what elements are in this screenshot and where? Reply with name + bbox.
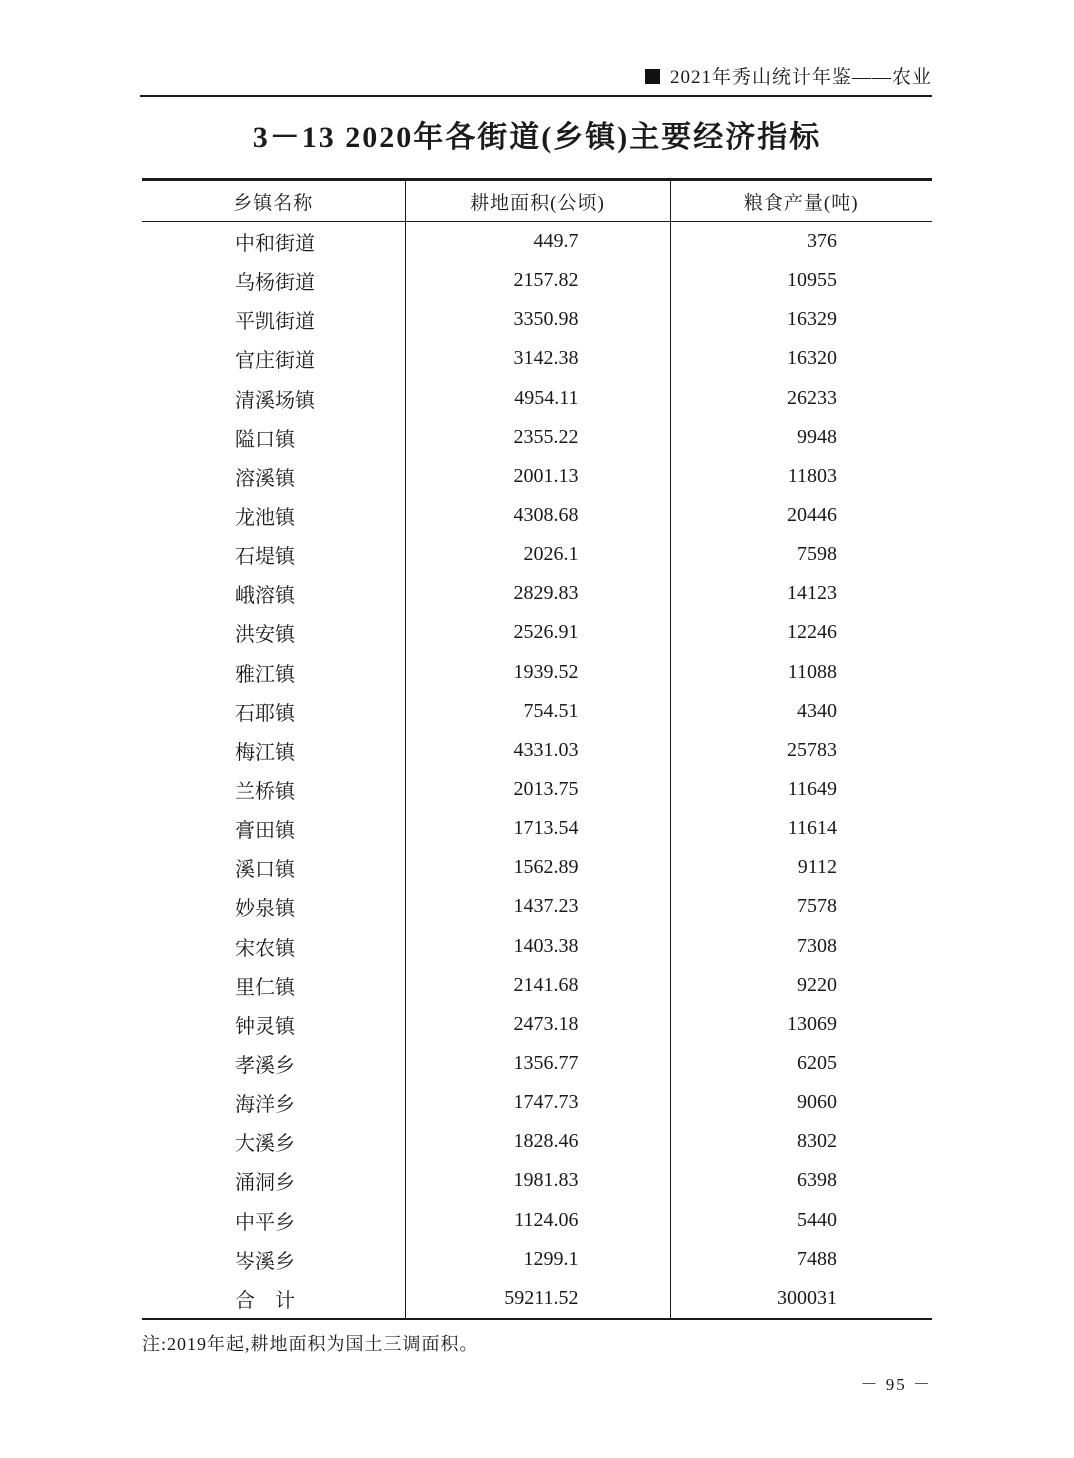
land-area-cell: 1828.46: [405, 1122, 670, 1161]
land-area-cell: 2141.68: [405, 966, 670, 1005]
table-row: [142, 848, 932, 887]
land-area-cell: 3142.38: [405, 339, 670, 378]
grain-output-cell: 14123: [787, 582, 837, 605]
grain-output-cell: 20446: [787, 504, 837, 527]
grain-output-cell: 9112: [797, 856, 837, 879]
table-row: [142, 339, 932, 378]
land-area-cell: 2001.13: [405, 457, 670, 496]
table-header: [142, 180, 932, 222]
township-name-cell: 溪口镇: [142, 848, 405, 887]
land-area-cell: 449.7: [405, 222, 670, 262]
black-square-icon: [645, 69, 660, 84]
page-header-text: 2021年秀山统计年鉴——农业: [669, 67, 932, 88]
table-row: [142, 535, 932, 574]
land-area-cell: 2013.75: [405, 770, 670, 809]
township-name-cell: 官庄街道: [142, 339, 405, 378]
grain-output-cell: 6205: [797, 1052, 837, 1075]
township-name-cell: 清溪场镇: [142, 379, 405, 418]
table-row: [142, 1122, 932, 1161]
table-row: [142, 300, 932, 339]
grain-output-cell: 9060: [797, 1091, 837, 1114]
grain-output-cell: 4340: [797, 699, 837, 722]
table-row: [142, 653, 932, 692]
land-area-cell: 59211.52: [405, 1279, 670, 1319]
township-name-cell: 洪安镇: [142, 613, 405, 652]
table-row: [142, 770, 932, 809]
land-area-cell: 4308.68: [405, 496, 670, 535]
table-row: [142, 1161, 932, 1200]
table-row: [142, 887, 932, 926]
grain-output-cell: 12246: [787, 621, 837, 644]
table-row: [142, 1044, 932, 1083]
grain-output-cell: 10955: [787, 269, 837, 292]
table-body: [142, 222, 932, 1319]
land-area-cell: 4954.11: [405, 379, 670, 418]
grain-output-cell: 376: [807, 230, 837, 253]
township-name-cell: 孝溪乡: [142, 1044, 405, 1083]
grain-output-cell: 300031: [777, 1286, 837, 1309]
grain-output-cell: 11088: [787, 660, 837, 683]
grain-output-cell: 7598: [797, 543, 837, 566]
grain-output-cell: 9220: [797, 973, 837, 996]
grain-output-cell: 7308: [797, 934, 837, 957]
table-row: [142, 1240, 932, 1279]
land-area-cell: 1562.89: [405, 848, 670, 887]
land-area-cell: 2157.82: [405, 261, 670, 300]
land-area-cell: 754.51: [405, 692, 670, 731]
table-row: [142, 496, 932, 535]
land-area-cell: 2829.83: [405, 574, 670, 613]
township-name-cell: 石耶镇: [142, 692, 405, 731]
land-area-cell: 1747.73: [405, 1083, 670, 1122]
grain-output-cell: 16329: [787, 308, 837, 331]
township-name-cell: 宋农镇: [142, 927, 405, 966]
township-name-cell: 隘口镇: [142, 418, 405, 457]
table-row: [142, 1005, 932, 1044]
table-row: [142, 379, 932, 418]
township-name-cell: 中平乡: [142, 1201, 405, 1240]
land-area-cell: 2526.91: [405, 613, 670, 652]
table-row: [142, 809, 932, 848]
township-name-cell: 兰桥镇: [142, 770, 405, 809]
township-name-cell: 溶溪镇: [142, 457, 405, 496]
township-name-cell: 合 计: [142, 1279, 405, 1319]
table-row: [142, 418, 932, 457]
township-name-cell: 妙泉镇: [142, 887, 405, 926]
township-name-cell: 乌杨街道: [142, 261, 405, 300]
township-name-cell: 涌洞乡: [142, 1161, 405, 1200]
grain-output-cell: 9948: [797, 425, 837, 448]
table-row: [142, 457, 932, 496]
township-name-cell: 龙池镇: [142, 496, 405, 535]
grain-output-cell: 11614: [787, 817, 837, 840]
grain-output-cell: 7488: [797, 1247, 837, 1270]
land-area-cell: 1713.54: [405, 809, 670, 848]
total-row: [142, 1279, 932, 1319]
table-row: [142, 613, 932, 652]
header-rule: [140, 95, 932, 97]
table-note: 注:2019年起,耕地面积为国土三调面积。: [142, 1334, 479, 1354]
table-row: [142, 1083, 932, 1122]
column-header-grain-output: 粮食产量(吨): [670, 180, 932, 222]
township-name-cell: 中和街道: [142, 222, 405, 262]
economic-indicators-table: [142, 178, 932, 1320]
land-area-cell: 1124.06: [405, 1201, 670, 1240]
table-row: [142, 731, 932, 770]
grain-output-cell: 26233: [787, 386, 837, 409]
page-number: － 95 －: [860, 1375, 932, 1394]
township-name-cell: 大溪乡: [142, 1122, 405, 1161]
grain-output-cell: 11649: [787, 778, 837, 801]
township-name-cell: 岑溪乡: [142, 1240, 405, 1279]
township-name-cell: 海洋乡: [142, 1083, 405, 1122]
grain-output-cell: 5440: [797, 1208, 837, 1231]
township-name-cell: 雅江镇: [142, 653, 405, 692]
table-row: [142, 927, 932, 966]
land-area-cell: 1299.1: [405, 1240, 670, 1279]
grain-output-cell: 11803: [787, 464, 837, 487]
township-name-cell: 膏田镇: [142, 809, 405, 848]
township-name-cell: 里仁镇: [142, 966, 405, 1005]
township-name-cell: 钟灵镇: [142, 1005, 405, 1044]
land-area-cell: 3350.98: [405, 300, 670, 339]
page-header: [140, 64, 932, 92]
land-area-cell: 2355.22: [405, 418, 670, 457]
table-row: [142, 966, 932, 1005]
column-header-land-area: 耕地面积(公顷): [405, 180, 670, 222]
land-area-cell: 1437.23: [405, 887, 670, 926]
land-area-cell: 2026.1: [405, 535, 670, 574]
land-area-cell: 1981.83: [405, 1161, 670, 1200]
column-header-township: 乡镇名称: [142, 180, 405, 222]
grain-output-cell: 13069: [787, 1012, 837, 1035]
grain-output-cell: 7578: [797, 895, 837, 918]
grain-output-cell: 25783: [787, 738, 837, 761]
table-row: [142, 261, 932, 300]
grain-output-cell: 16320: [787, 347, 837, 370]
land-area-cell: 1939.52: [405, 653, 670, 692]
township-name-cell: 峨溶镇: [142, 574, 405, 613]
table-row: [142, 1201, 932, 1240]
grain-output-cell: 6398: [797, 1169, 837, 1192]
township-name-cell: 平凯街道: [142, 300, 405, 339]
table-title: 3－13 2020年各街道(乡镇)主要经济指标: [252, 121, 822, 154]
land-area-cell: 4331.03: [405, 731, 670, 770]
land-area-cell: 1403.38: [405, 927, 670, 966]
township-name-cell: 石堤镇: [142, 535, 405, 574]
township-name-cell: 梅江镇: [142, 731, 405, 770]
table-row: [142, 574, 932, 613]
land-area-cell: 1356.77: [405, 1044, 670, 1083]
table-row: [142, 692, 932, 731]
grain-output-cell: 8302: [797, 1130, 837, 1153]
table-header-row: [142, 180, 932, 222]
table-row: [142, 222, 932, 262]
land-area-cell: 2473.18: [405, 1005, 670, 1044]
